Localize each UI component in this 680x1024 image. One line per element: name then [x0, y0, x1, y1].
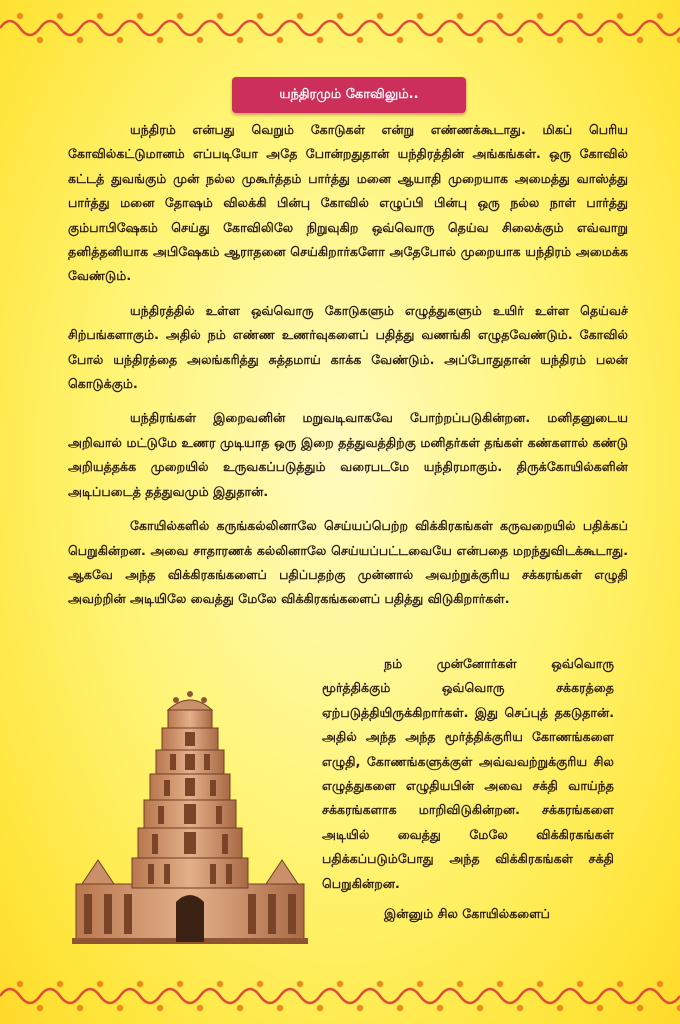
flower-icon [457, 981, 463, 987]
main-content [68, 118, 628, 622]
flower-icon [497, 13, 503, 19]
flower-icon [617, 13, 623, 19]
flower-icon [637, 1005, 643, 1011]
flower-icon [317, 1005, 323, 1011]
flower-icon [597, 1005, 603, 1011]
flower-icon [477, 1005, 483, 1011]
flower-icon [637, 37, 643, 43]
flower-icon [397, 37, 403, 43]
side-paragraph: நம் முன்னோர்கள் ஒவ்வொரு மூர்த்திக்கும் ஒவ்வொரு சக்கரத்தை ஏற்படுத்தியிருக்கிறார்கள். இது செப்புத் தகடுதான். அதில் அந்த அந்த மூர்த்திக்குரிய கோணங்களை எழுதி, கோணங்களுக்குள் அவ்வவற்றுக்குரிய சில எழுத்துகளை எழுதியபின் அவை சக்தி வாய்ந்த சக்கரங்களாக மாறிவிடுகின்றன. சக்கரங்களை அடியில் வைத்து மேலே விக்கிரகங்கள் பதிக்கப்படும்போது அந்த விக்கிரகங்கள் சக்தி பெறுகின்றன. [322, 656, 614, 891]
flower-icon [357, 1005, 363, 1011]
flower-icon [197, 1005, 203, 1011]
flower-icon [457, 13, 463, 19]
flower-icon [277, 1005, 283, 1011]
flower-icon [217, 981, 223, 987]
flower-icon [377, 981, 383, 987]
flower-icon [197, 37, 203, 43]
paragraph-1: யந்திரம் என்பது வெறும் கோடுகள் என்று எண்ணக்கூடாது. மிகப் பெரிய கோவில்கட்டுமானம் எப்படியோ அதே போன்றதுதான் யந்திரத்தின் அங்கங்கள். ஒரு கோவில் கட்டத் துவங்கும் முன் நல்ல முகூர்த்தம் பார்த்து மனை ஆயாதி முறையாக அமைத்து வாஸ்த்து பார்த்து மனை தோஷம் விலக்கி பின்பு கோவில் எழுப்பி பின்பு ஒரு நல்ல நாள் பார்த்து கும்பாபிஷேகம் செய்து கோவிலிலே நிறுவுகிற ஒவ்வொரு தெய்வ சிலைக்கும் எவ்வாறு தனித்தனியாக அபிஷேகம் ஆராதனை செய்கிறார்களோ அதேபோல் முறையாக யந்திரம் அமைக்க வேண்டும். [68, 122, 628, 284]
flower-icon [177, 13, 183, 19]
flower-icon [137, 13, 143, 19]
flower-icon [417, 981, 423, 987]
bottom-floral-border [0, 976, 680, 1016]
wave-line [0, 21, 680, 35]
flower-icon [657, 13, 663, 19]
flower-icon [577, 981, 583, 987]
flower-icon [377, 13, 383, 19]
flower-icon [77, 37, 83, 43]
flower-icon [397, 1005, 403, 1011]
wave-line [0, 989, 680, 1003]
paragraph-3: யந்திரங்கள் இறைவனின் மறுவடிவாகவே போற்றப்படுகின்றன. மனிதனுடைய அறிவால் மட்டுமே உணர முடியாத ஒரு இறை தத்துவத்திற்கு மனிதர்கள் தங்கள் கண்களால் கண்டு அறியத்தக்க முறையில் உருவகப்படுத்தும் வரைபடமே யந்திரமாகும். திருக்கோயில்களின் அடிப்படைத் தத்துவமும் இதுதான். [68, 410, 628, 499]
continuation-text: இன்னும் சில கோயில்களைப் [384, 906, 550, 922]
flower-icon [597, 37, 603, 43]
flower-icon [297, 981, 303, 987]
flower-icon [57, 981, 63, 987]
flower-icon [437, 37, 443, 43]
flower-icon [657, 981, 663, 987]
flower-icon [557, 1005, 563, 1011]
side-text-block [322, 652, 614, 926]
flower-icon [37, 1005, 43, 1011]
flower-icon [297, 13, 303, 19]
flower-icon [157, 1005, 163, 1011]
flower-icon [337, 13, 343, 19]
flower-icon [537, 981, 543, 987]
page-title: யந்திரமும் கோவிலும்.. [232, 77, 466, 113]
flower-icon [17, 981, 23, 987]
flower-icon [497, 981, 503, 987]
flower-icon [97, 13, 103, 19]
flower-icon [557, 37, 563, 43]
flower-icon [217, 13, 223, 19]
flower-icon [357, 37, 363, 43]
flower-icon [617, 981, 623, 987]
flower-icon [237, 1005, 243, 1011]
flower-icon [97, 981, 103, 987]
flower-icon [517, 1005, 523, 1011]
flower-icon [177, 981, 183, 987]
flower-icon [137, 981, 143, 987]
flower-icon [337, 981, 343, 987]
top-floral-border [0, 8, 680, 48]
flower-icon [57, 13, 63, 19]
flower-icon [577, 13, 583, 19]
flower-icon [17, 13, 23, 19]
flower-icon [117, 1005, 123, 1011]
flower-icon [537, 13, 543, 19]
flower-icon [117, 37, 123, 43]
flower-icon [157, 37, 163, 43]
paragraph-4: கோயில்களில் கருங்கல்லினாலே செய்யப்பெற்ற விக்கிரகங்கள் கருவறையில் பதிக்கப் பெறுகின்றன. அவை சாதாரணக் கல்லினாலே செய்யப்பட்டவையே என்பதை மறந்துவிடக்கூடாது. ஆகவே அந்த விக்கிரகங்களைப் பதிப்பதற்கு முன்னால் அவற்றுக்குரிய சக்கரங்கள் எழுதி அவற்றின் அடியிலே வைத்து மேலே விக்கிரகங்களைப் பதித்து விடுகிறார்கள். [68, 518, 628, 607]
flower-icon [257, 13, 263, 19]
flower-icon [37, 37, 43, 43]
flower-icon [417, 13, 423, 19]
flower-icon [317, 37, 323, 43]
flower-icon [277, 37, 283, 43]
paragraph-2: யந்திரத்தில் உள்ள ஒவ்வொரு கோடுகளும் எழுத்துகளும் உயிர் உள்ள தெய்வச் சிற்பங்களாகும். அதில் நம் எண்ண உணர்வுகளைப் பதித்து வணங்கி எழுதவேண்டும். கோவில் போல் யந்திரத்தை அலங்கரித்து சுத்தமாய் காக்க வேண்டும். அப்போதுதான் யந்திரம் பலன் கொடுக்கும். [68, 302, 628, 392]
flower-icon [257, 981, 263, 987]
flower-icon [77, 1005, 83, 1011]
flower-icon [237, 37, 243, 43]
flower-icon [477, 37, 483, 43]
flower-icon [437, 1005, 443, 1011]
temple-gopuram-illustration [68, 688, 312, 946]
flower-icon [517, 37, 523, 43]
